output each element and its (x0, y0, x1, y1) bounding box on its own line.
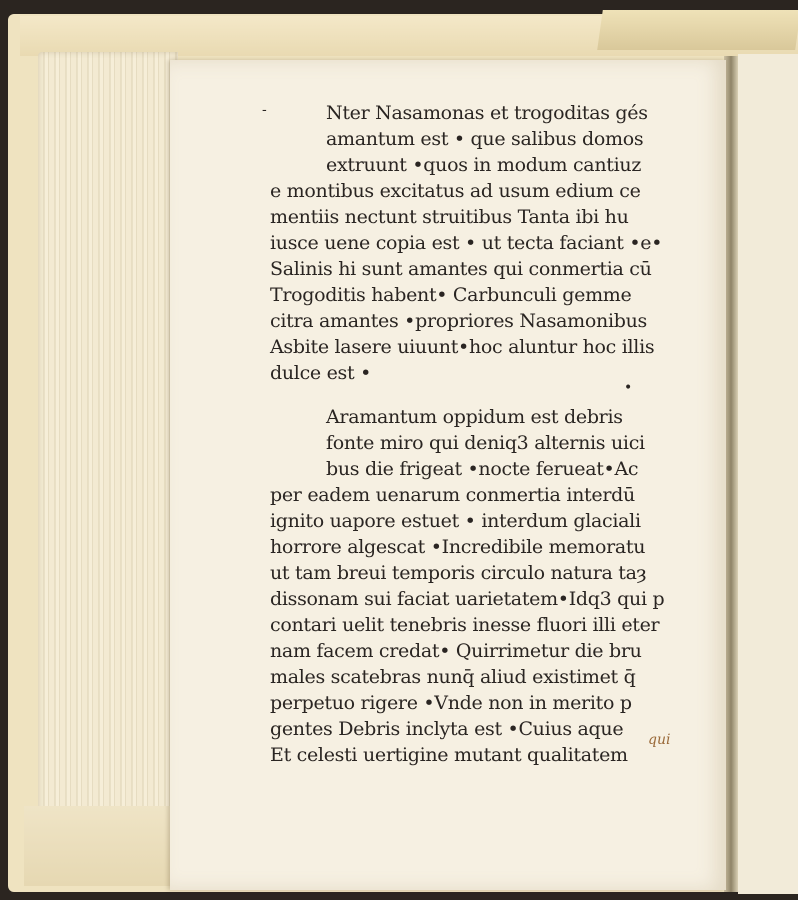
text-line: males scatebras nunq̄ aliud existimet q̄ (270, 666, 636, 688)
text-line: nam facem credat• Quirrimetur die bru (270, 640, 642, 662)
page-text (170, 60, 726, 890)
printed-page (170, 60, 726, 890)
text-line: Nter Nasamonas et trogoditas gés (326, 102, 648, 124)
text-line: extruunt •quos in modum cantiuz (326, 154, 642, 176)
ink-mark: • (624, 380, 632, 396)
text-line: Et celesti uertigine mutant qualitatem (270, 744, 628, 766)
text-line: ignito uapore estuet • interdum glaciali (270, 510, 641, 532)
text-line: Asbite lasere uiuunt•hoc aluntur hoc illis (270, 336, 655, 358)
text-line: perpetuo rigere •Vnde non in merito p (270, 692, 632, 714)
text-line: iusce uene copia est • ut tecta faciant •e• (270, 232, 663, 254)
text-line: Aramantum oppidum est debris (326, 406, 623, 428)
text-line: horrore algescat •Incredibile memoratu (270, 536, 646, 558)
torn-paper-fragment (597, 10, 798, 50)
text-line: per eadem uenarum conmertia interdū (270, 484, 635, 506)
text-line: dissonam sui faciat uarietatem•Idq3 qui p (270, 588, 665, 610)
text-line: fonte miro qui deniq3 alternis uici (326, 432, 645, 454)
text-line: Trogoditis habent• Carbunculi gemme (270, 284, 632, 306)
facing-page (738, 54, 798, 894)
text-line: gentes Debris inclyta est •Cuius aque (270, 718, 624, 740)
text-line: dulce est • (270, 362, 371, 384)
ink-mark: - (262, 102, 267, 118)
text-line: e montibus excitatus ad usum edium ce (270, 180, 641, 202)
binding-bottom-edge (24, 806, 184, 886)
handwritten-margin-note: qui (648, 732, 671, 748)
text-line: contari uelit tenebris inesse fluori illi eter (270, 614, 660, 636)
text-line: mentiis nectunt struitibus Tanta ibi hu (270, 206, 629, 228)
text-line: bus die frigeat •nocte ferueat•Ac (326, 458, 639, 480)
book-gutter (724, 56, 738, 892)
text-line: amantum est • que salibus domos (326, 128, 644, 150)
text-line: ut tam breui temporis circulo natura taȝ (270, 562, 647, 584)
page-edges-stack (38, 52, 178, 878)
text-line: Salinis hi sunt amantes qui conmertia cū (270, 258, 652, 280)
text-line: citra amantes •propriores Nasamonibus (270, 310, 647, 332)
